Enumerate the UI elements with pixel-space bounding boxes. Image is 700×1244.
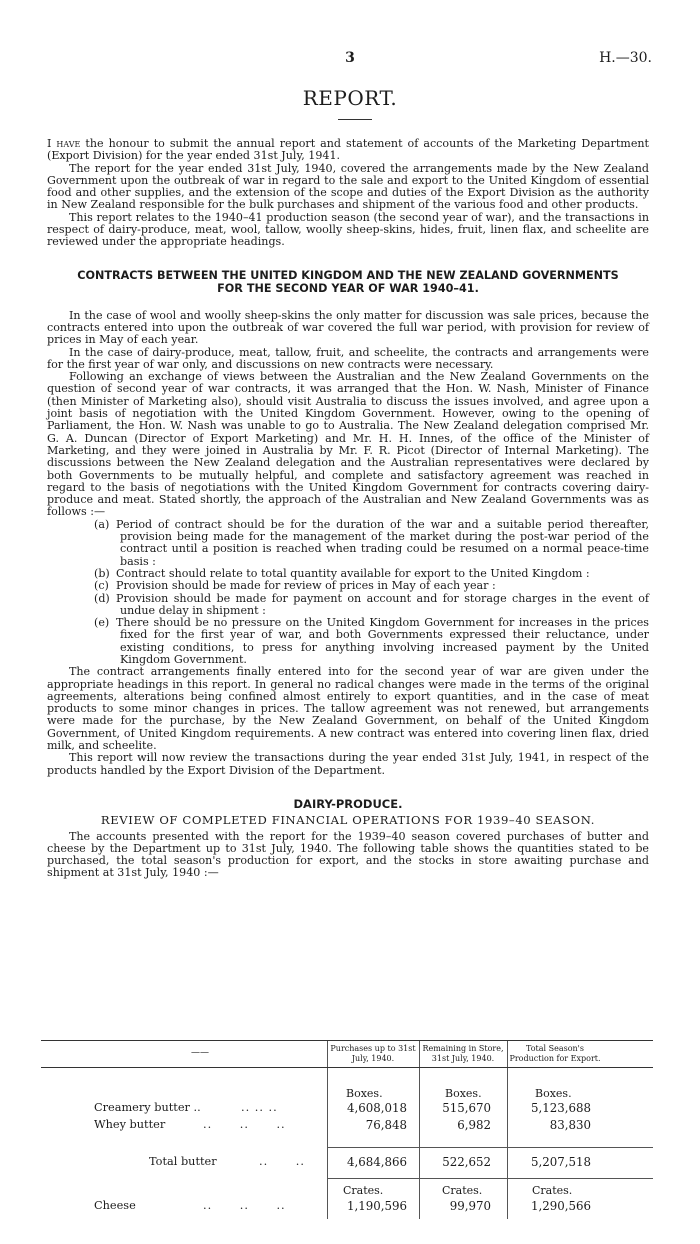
contracts-paragraph: In the case of dairy-produce, meat, tallow, fruit, and scheelite, the contracts and arrangements were for the first year of war only, and discussions on new contracts were necessary.	[47, 345, 649, 371]
report-body	[47, 138, 649, 880]
leader-dots: .. .. ..	[203, 1118, 286, 1131]
row-label: Total butter	[149, 1155, 217, 1168]
unit-label: Boxes.	[535, 1087, 572, 1100]
dairy-subheading: REVIEW OF COMPLETED FINANCIAL OPERATIONS FOR 1939–40 SEASON.	[100, 813, 596, 828]
contracts-paragraph: Following an exchange of views between the Australian and the New Zealand Governments on the question of second year of war contracts, it was arranged that the Hon. W. Nash, Minister of Finance (then Minister of Marketing also), should visit Australia to discuss the issues involved, and agree upon a joint basis of negotiation with the United Kingdom Government. However, owing to the opening of Parliament, the Hon. W. Nash was unable to go to Australia. The New Zealand delegation comprised Mr. G. A. Duncan (Director of Export Marketing) and Mr. H. H. Innes, of the office of the Minister of Marketing, and they were joined in Australia by Mr. F. R. Picot (Director of Internal Marketing). The discussions between the New Zealand delegation and the Australian representatives were declared by both Governments to be mutually helpful, and complete and satisfactory agreement was reached in regard to the basis of negotiations with the United Kingdom Government for contracts covering dairy-produce and meat. Stated shortly, the approach of the Australian and New Zealand Governments was as follows :—	[47, 370, 649, 519]
title-rule	[338, 119, 372, 120]
table-cell: 6,982	[457, 1118, 491, 1132]
intro-paragraph: I have the honour to submit the annual report and statement of accounts of the Marketing Department (Export Division) for the year ended 31st July, 1941.	[47, 137, 649, 163]
table-header: Purchases up to 31st July, 1940.	[330, 1044, 416, 1063]
dairy-heading: DAIRY-PRODUCE.	[293, 796, 403, 811]
intro-paragraph: The report for the year ended 31st July, 1940, covered the arrangements made by the New Zealand Government upon the outbreak of war in regard to the sale and export to the United Kingdom of essential food and other supplies, and the extension of the scope and duties of the Export Division as the authority in New Zealand responsible for the bulk purchases and shipment of the various food and other products.	[47, 161, 649, 212]
table-cell: 5,123,688	[530, 1101, 591, 1115]
table-cell: 1,290,566	[530, 1199, 591, 1213]
list-item: (a) Period of contract should be for the duration of the war and a suitable period thereafter, provision being made for the management of the market during the post-war period of the contract until a position is reached when trading could be resumed on a normal peace-time basis :	[94, 517, 649, 568]
table-cell: 99,970	[449, 1199, 491, 1213]
dairy-paragraph: The accounts presented with the report for the 1939–40 season covered purchases of butter and cheese by the Department up to 31st July, 1940. The following table shows the quantities stated to be purchased, the total season's production for export, and the stocks in store awaiting purchase and shipment at 31st July, 1940 :—	[47, 829, 649, 880]
intro-paragraph: This report relates to the 1940–41 production season (the second year of war), and the transactions in respect of dairy-produce, meat, wool, tallow, woolly sheep-skins, hides, fruit, linen flax, and scheelite are reviewed under the appropriate headings.	[47, 210, 649, 249]
unit-label: Boxes.	[346, 1087, 383, 1100]
list-item: (c) Provision should be made for review of prices in May of each year :	[94, 579, 496, 593]
row-label: Whey butter	[94, 1118, 166, 1131]
table-cell: 83,830	[549, 1118, 591, 1132]
table-cell: 76,848	[365, 1118, 407, 1132]
page-number: 3	[345, 50, 355, 66]
table-cell: 5,207,518	[530, 1155, 591, 1169]
leader-dots: .. .. ..	[241, 1101, 278, 1114]
table-header: Total Season's Production for Export.	[509, 1044, 601, 1063]
list-item: (d) Provision should be made for payment on account and for storage charges in the event of undue delay in shipment :	[94, 591, 649, 617]
list-item: (e) There should be no pressure on the United Kingdom Government for increases in the prices fixed for the first year of war, and both Governments expressed their reluctance, under existing conditions, to press for anything involving increased payment by the United Kingdom Government.	[94, 616, 649, 666]
row-label: Creamery butter ..	[94, 1101, 201, 1114]
table-cell: 4,608,018	[346, 1101, 407, 1115]
unit-label: Crates.	[532, 1184, 573, 1197]
row-label: Cheese	[94, 1199, 136, 1212]
unit-label: Crates.	[343, 1184, 384, 1197]
leader-dots: .. ..	[259, 1155, 305, 1168]
contracts-paragraph: This report will now review the transactions during the year ended 31st July, 1941, in respect of the products handled by the Export Division of the Department.	[47, 751, 649, 777]
table-header: Remaining in Store, 31st July, 1940.	[422, 1044, 504, 1063]
unit-label: Boxes.	[445, 1087, 482, 1100]
table-corner: ——	[191, 1048, 209, 1058]
page-reference: H.—30.	[599, 50, 652, 66]
unit-label: Crates.	[442, 1184, 483, 1197]
table-cell: 4,684,866	[346, 1155, 407, 1169]
contracts-heading: CONTRACTS BETWEEN THE UNITED KINGDOM AND THE NEW ZEALAND GOVERNMENTS FOR THE SECOND YEAR OF WAR 1940–41.	[77, 268, 619, 296]
table-cell: 515,670	[442, 1101, 491, 1115]
contracts-paragraph: The contract arrangements finally entered into for the second year of war are given under the appropriate headings in this report. In general no radical changes were made in the terms of the original agreements, alterations being confined almost entirely to export quantities, and in the case of meat products to some minor changes in prices. The tallow agreement was not renewed, but arrangements were made for the purchase, by the New Zealand Government, on behalf of the United Kingdom Government, of United Kingdom requirements. A new contract was entered into covering linen flax, dried milk, and scheelite.	[47, 665, 649, 753]
leader-dots: .. .. ..	[203, 1199, 286, 1212]
contract-conditions-list	[47, 519, 649, 667]
table-cell: 522,652	[442, 1155, 491, 1169]
report-title: REPORT.	[302, 86, 398, 110]
list-item: (b) Contract should relate to total quantity available for export to the United Kingdom :	[94, 566, 590, 580]
dairy-table	[41, 1040, 653, 1219]
contracts-paragraph: In the case of wool and woolly sheep-skins the only matter for discussion was sale prices, because the contracts entered into upon the outbreak of war covered the full war period, with provision for review of prices in May of each year.	[47, 308, 649, 347]
table-cell: 1,190,596	[346, 1199, 407, 1213]
